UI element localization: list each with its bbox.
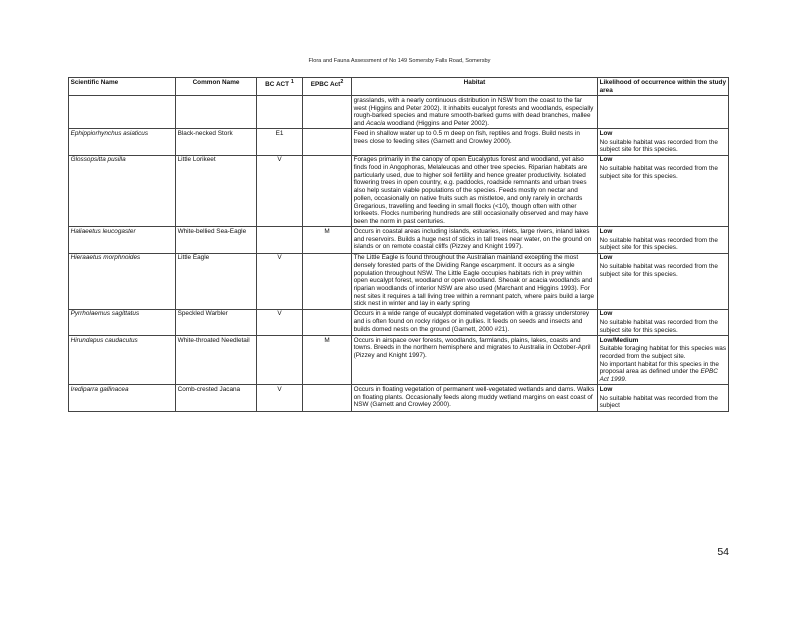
table-row: [69, 309, 729, 335]
epbc-act-cell: M: [303, 335, 352, 384]
likelihood-cell: [598, 253, 729, 309]
scientific-name-cell: Pyrrholaemus sagittatus: [69, 309, 176, 335]
habitat-cell: Occurs in coastal areas including islands, estuaries, inlets, large rivers, inland lakes and reservoirs. Builds a huge nest of sticks in tall trees near water, on the ground on islands or on remote coastal cliffs (Pizzey and Knight 1997).: [352, 227, 598, 253]
likelihood-cell: [598, 155, 729, 227]
epbc-act-cell: [303, 385, 352, 411]
likelihood-rating: Low: [599, 310, 613, 318]
scientific-name-cell: Ephippiorhynchus asiaticus: [69, 129, 176, 155]
table-row: [69, 335, 729, 384]
header-epbc-act-footnote: 2: [340, 79, 344, 85]
header-bc-act-label: BC ACT: [265, 81, 290, 89]
table-row: [69, 129, 729, 155]
table-row: [69, 253, 729, 309]
likelihood-rating: Low: [599, 130, 613, 137]
habitat-cell: grasslands, with a nearly continuous distribution in NSW from the coast to the far west (Higgins and Peter 2002). It inhabits eucalypt forests and woodlands, especially rough-barked species and mature smooth-barked gums with dead branches, mallee and Acacia woodland (Higgins and Peter 2002).: [352, 96, 598, 129]
habitat-cell: Occurs in floating vegetation of permanent well-vegetated wetlands and dams. Walks on floating plants. Occasionally feeds along muddy wetland margins on east coast of NSW (Garnett and Crowley 2000).: [352, 385, 598, 411]
habitat-cell: Forages primarily in the canopy of open Eucalyptus forest and woodland, yet also finds food in Angophoras, Melaleucas and other tree species. Riparian habitats are particularly used, due to higher soil fertility and hence greater productivity. Isolated flowering trees in open country, e.g. paddocks, roadside remnants and urban trees also help sustain viable populations of the species. Feeds mostly on nectar and pollen, occasionally on native fruits such as mistletoe, and only rarely in orchards Gregarious, travelling and feeding in small flocks (<10), though often with other lorikeets. Flocks numbering hundreds are still occasionally observed and may have been the norm in past centuries.: [352, 155, 598, 227]
likelihood-rating: Low/Medium: [599, 336, 639, 344]
habitat-cell: Occurs in a wide range of eucalypt dominated vegetation with a grassy understorey and is often found on rocky ridges or in gullies. It feeds on seeds and insects and builds domed nests on the ground (Garnett, 2000 #21).: [352, 309, 598, 335]
likelihood-rating: Low: [599, 385, 613, 393]
scientific-name-cell: Hirundapus caudacutus: [69, 335, 176, 384]
document-header: Flora and Fauna Assessment of No 149 Somersby Falls Road, Somersby: [308, 58, 491, 64]
likelihood-extra-end: .: [624, 376, 627, 384]
common-name-cell: Little Lorikeet: [176, 155, 257, 227]
habitat-cell: Feed in shallow water up to 0.5 m deep on fish, reptiles and frogs. Build nests in trees close to feeding sites (Garnett and Crowley 2000).: [352, 129, 598, 155]
epbc-act-cell: [303, 253, 352, 309]
likelihood-extra-act: EPBC Act 1999: [599, 368, 718, 384]
fauna-table: [68, 77, 729, 412]
bc-act-cell: V: [257, 253, 303, 309]
likelihood-cell: [598, 309, 729, 335]
header-bc-act: [257, 78, 303, 96]
header-scientific-name: Scientific Name: [69, 78, 176, 96]
scientific-name-cell: Irediparra gallinacea: [69, 385, 176, 411]
common-name-cell: Comb-crested Jacana: [176, 385, 257, 411]
likelihood-text: No suitable habitat was recorded from the subject site for this species.: [599, 318, 718, 334]
header-likelihood: Likelihood of occurrence within the study area: [598, 78, 729, 96]
common-name-cell: Little Eagle: [176, 253, 257, 309]
bc-act-cell: [257, 335, 303, 384]
table-row-continuation: [69, 96, 729, 129]
likelihood-text: No suitable habitat was recorded from the subject site for this species.: [599, 138, 718, 154]
likelihood-cell: [598, 335, 729, 384]
likelihood-text: No suitable habitat was recorded from the subject site for this species.: [599, 262, 718, 278]
likelihood-cell: [598, 385, 729, 411]
likelihood-text: Suitable foraging habitat for this species was recorded from the subject site.: [599, 345, 727, 360]
scientific-name-cell: Hieraaetus morphnoides: [69, 253, 176, 309]
table-header-row: [69, 78, 729, 96]
epbc-act-cell: M: [303, 227, 352, 253]
habitat-cell: Occurs in airspace over forests, woodlands, farmlands, plains, lakes, coasts and towns. Breeds in the northern hemisphere and migrates to Australia in October-April (Pizzey and Knight 1997).: [352, 335, 598, 384]
common-name-cell: Speckled Warbler: [176, 309, 257, 335]
common-name-cell: White-throated Needletail: [176, 335, 257, 384]
page-number: 54: [717, 546, 729, 558]
header-habitat: Habitat: [352, 78, 598, 96]
epbc-act-cell: [303, 129, 352, 155]
common-name-cell: Black-necked Stork: [176, 129, 257, 155]
bc-act-cell: V: [257, 155, 303, 227]
scientific-name-cell: Haliaeetus leucogaster: [69, 227, 176, 253]
epbc-act-cell: [303, 155, 352, 227]
likelihood-rating: Low: [599, 156, 613, 164]
table-row: [69, 227, 729, 253]
likelihood-rating: Low: [599, 254, 613, 262]
bc-act-cell: V: [257, 309, 303, 335]
likelihood-cell: [598, 129, 729, 155]
likelihood-text: No suitable habitat was recorded from the subject: [599, 394, 718, 410]
habitat-cell: The Little Eagle is found throughout the Australian mainland excepting the most densely forested parts of the Dividing Range escarpment. It occurs as a single population throughout NSW. The Little Eagle occupies habitats rich in prey within open eucalypt forest, woodland or open woodland. Sheoak or acacia woodlands and riparian woodlands of interior NSW are also used (Marchant and Higgins 1993). For nest sites it requires a tall living tree within a remnant patch, where pairs build a large stick nest in winter and lay in early spring: [352, 253, 598, 309]
likelihood-extra-text: No important habitat for this species in the proposal area as defined under the: [599, 360, 719, 376]
likelihood-extra: [600, 361, 727, 384]
likelihood-text: No suitable habitat was recorded from the subject site for this species.: [599, 236, 718, 252]
bc-act-cell: E1: [257, 129, 303, 155]
scientific-name-cell: Glossopsitta pusilla: [69, 155, 176, 227]
likelihood-cell: [598, 227, 729, 253]
epbc-act-cell: [303, 309, 352, 335]
header-epbc-act-label: EPBC Act: [310, 81, 341, 89]
table-row: [69, 385, 729, 411]
likelihood-text: No suitable habitat was recorded from the subject site for this species.: [599, 165, 718, 180]
common-name-cell: White-bellied Sea-Eagle: [176, 227, 257, 253]
bc-act-cell: [257, 227, 303, 253]
header-epbc-act: [303, 78, 352, 96]
header-bc-act-footnote: 1: [290, 79, 294, 85]
likelihood-rating: Low: [599, 227, 613, 235]
bc-act-cell: V: [257, 385, 303, 411]
table-row: [69, 155, 729, 227]
header-common-name: Common Name: [176, 78, 257, 96]
